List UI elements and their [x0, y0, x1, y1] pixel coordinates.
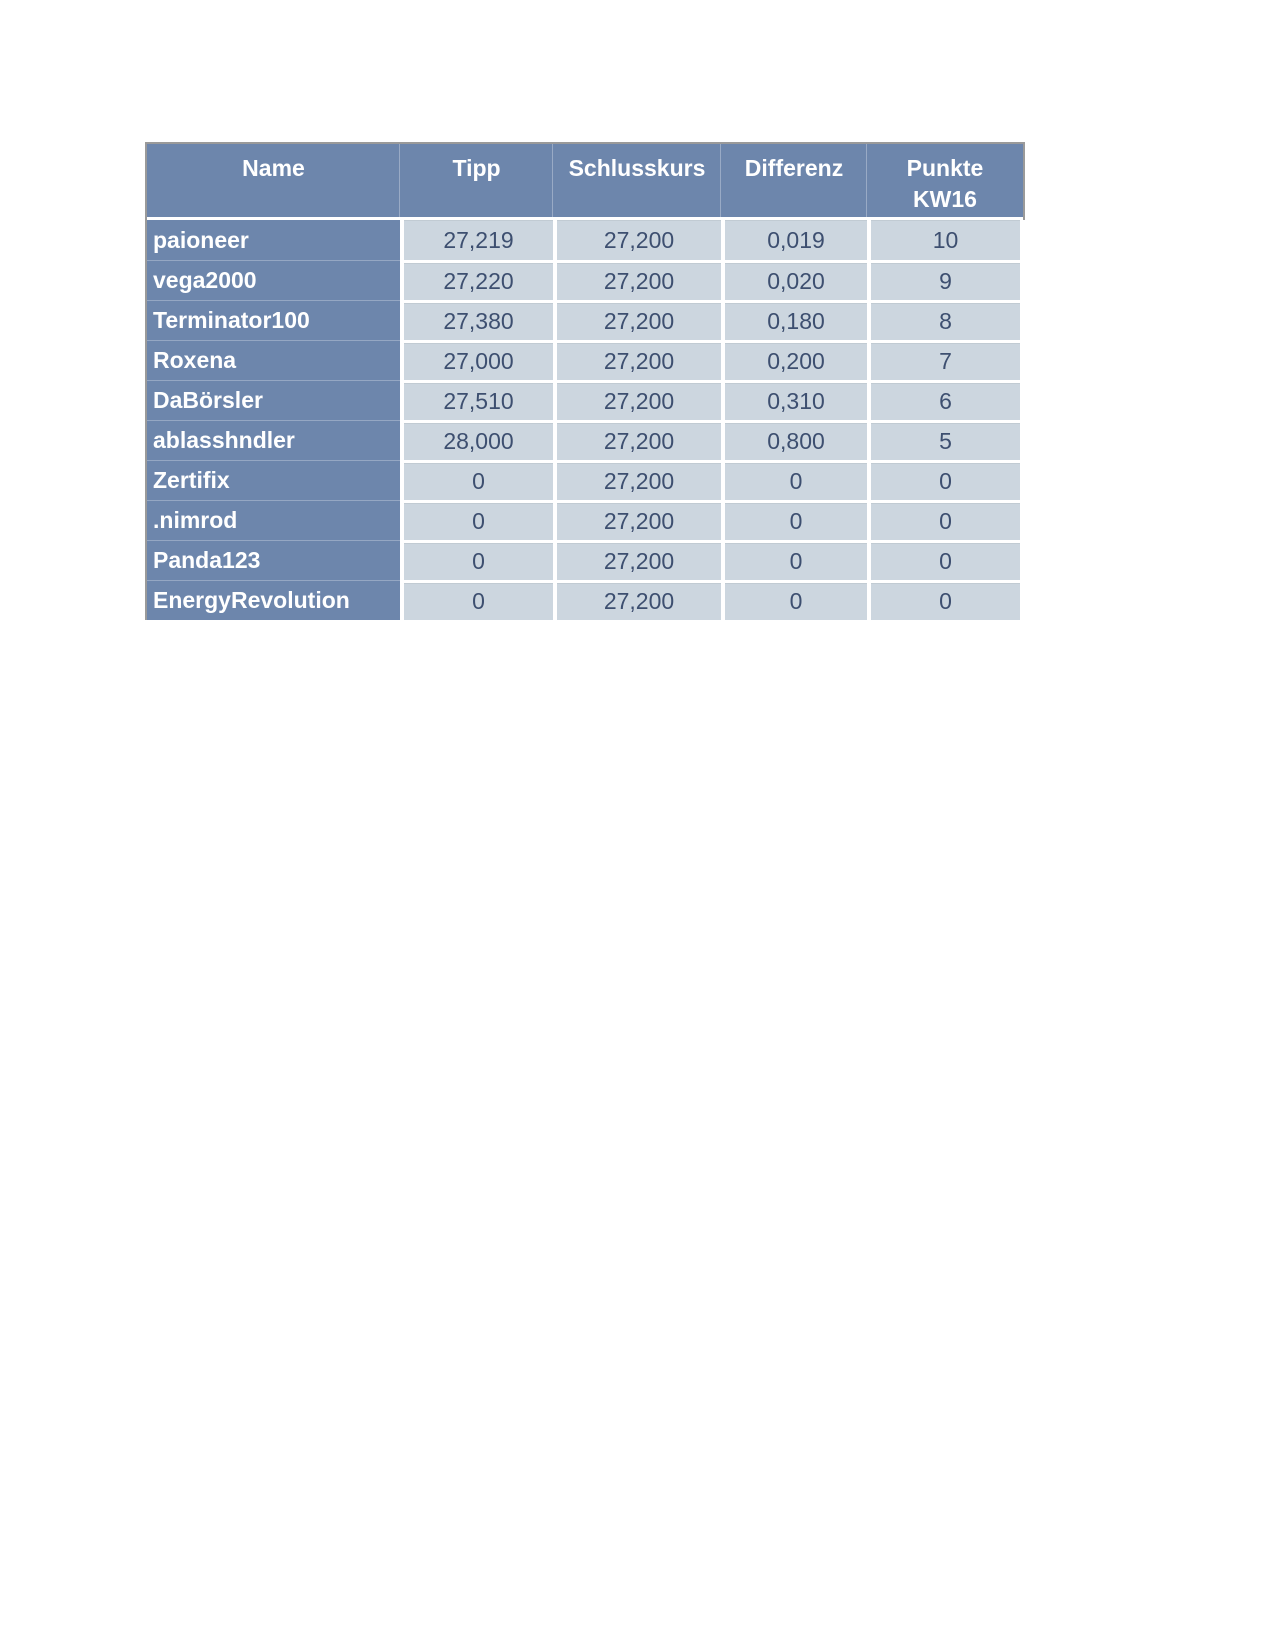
punkte-cell: 6: [867, 380, 1023, 420]
schlusskurs-cell: 27,200: [553, 260, 721, 300]
differenz-cell: 0,020: [721, 260, 867, 300]
punkte-cell: 10: [867, 220, 1023, 260]
differenz-cell: 0,310: [721, 380, 867, 420]
punkte-cell: 0: [867, 580, 1023, 620]
tipp-cell: 27,219: [400, 220, 553, 260]
player-name-cell: Panda123: [147, 540, 400, 580]
differenz-cell: 0,200: [721, 340, 867, 380]
punkte-cell: 0: [867, 540, 1023, 580]
differenz-cell: 0: [721, 540, 867, 580]
col-header-differenz: Differenz: [721, 144, 867, 220]
schlusskurs-cell: 27,200: [553, 500, 721, 540]
punkte-cell: 0: [867, 500, 1023, 540]
col-header-punkte-line2: KW16: [913, 186, 977, 212]
tipp-cell: 27,000: [400, 340, 553, 380]
schlusskurs-cell: 27,200: [553, 540, 721, 580]
schlusskurs-cell: 27,200: [553, 340, 721, 380]
punkte-cell: 7: [867, 340, 1023, 380]
col-header-punkte-line1: Punkte: [906, 155, 984, 181]
schlusskurs-cell: 27,200: [553, 420, 721, 460]
differenz-cell: 0,180: [721, 300, 867, 340]
player-name-cell: paioneer: [147, 220, 400, 260]
differenz-cell: 0: [721, 460, 867, 500]
col-header-schlusskurs: Schlusskurs: [553, 144, 721, 220]
col-header-punkte-kw16: [867, 144, 1023, 220]
tipp-cell: 28,000: [400, 420, 553, 460]
col-header-tipp: Tipp: [400, 144, 553, 220]
tipp-cell: 27,510: [400, 380, 553, 420]
tipp-cell: 0: [400, 580, 553, 620]
schlusskurs-cell: 27,200: [553, 300, 721, 340]
tipp-cell: 27,380: [400, 300, 553, 340]
header-right-border: [1023, 142, 1025, 220]
differenz-cell: 0,800: [721, 420, 867, 460]
differenz-cell: 0: [721, 500, 867, 540]
punkte-cell: 9: [867, 260, 1023, 300]
player-name-cell: vega2000: [147, 260, 400, 300]
player-name-cell: Roxena: [147, 340, 400, 380]
schlusskurs-cell: 27,200: [553, 580, 721, 620]
player-name-cell: ablasshndler: [147, 420, 400, 460]
schlusskurs-cell: 27,200: [553, 380, 721, 420]
player-name-cell: .nimrod: [147, 500, 400, 540]
tipp-cell: 27,220: [400, 260, 553, 300]
schlusskurs-cell: 27,200: [553, 460, 721, 500]
differenz-cell: 0: [721, 580, 867, 620]
tipp-cell: 0: [400, 460, 553, 500]
tipp-cell: 0: [400, 540, 553, 580]
col-header-name: Name: [147, 144, 400, 220]
punkte-cell: 0: [867, 460, 1023, 500]
results-table: [145, 142, 1023, 620]
player-name-cell: EnergyRevolution: [147, 580, 400, 620]
punkte-cell: 5: [867, 420, 1023, 460]
punkte-cell: 8: [867, 300, 1023, 340]
schlusskurs-cell: 27,200: [553, 220, 721, 260]
player-name-cell: Zertifix: [147, 460, 400, 500]
tipp-cell: 0: [400, 500, 553, 540]
differenz-cell: 0,019: [721, 220, 867, 260]
player-name-cell: DaBörsler: [147, 380, 400, 420]
player-name-cell: Terminator100: [147, 300, 400, 340]
